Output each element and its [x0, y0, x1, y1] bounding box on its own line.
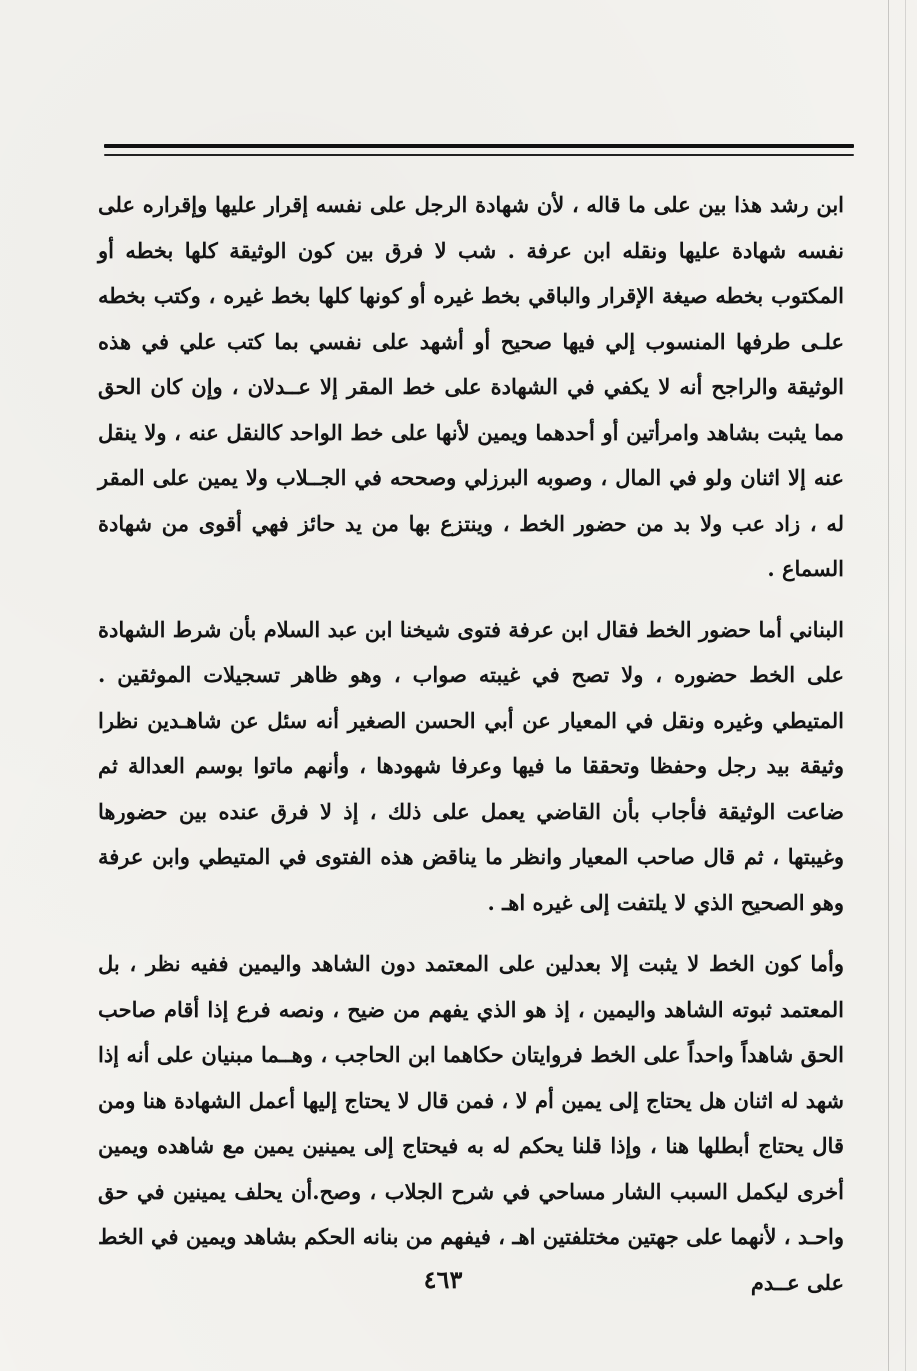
body-text [98, 182, 844, 1305]
page-number: ٤٦٣ [423, 1265, 463, 1294]
header-rule-thin [104, 154, 854, 156]
paragraph-2: البناني أما حضور الخط فقال ابن عرفة فتوى شيخنا ابن عبد السلام بأن شرط الشهادة على الخط حضوره ، ولا تصح في غيبته صواب ، وهو ظاهر تسجيلات الموثقين . المتيطي وغيره ونقل في المعيار عن أبي الحسن الصغير أنه سئل عن شاهـدين نظرا وثيقة بيد رجل وحفظا وتحققا ما فيها وعرفا شهودها ، وأنهم ماتوا بوسم العدالة ثم ضاعت الوثيقة فأجاب بأن القاضي يعمل على ذلك ، إذ لا فرق عنده بين حضورها وغيبتها ، ثم قال صاحب المعيار وانظر ما يناقض هذه الفتوى في المتيطي وابن عرفة وهو الصحيح الذي لا يلتفت إلى غيره اهـ . [98, 616, 844, 915]
page-edge-line [888, 0, 889, 1371]
page-edge-line [905, 0, 906, 1371]
paragraph-1: ابن رشد هذا بين على ما قاله ، لأن شهادة الرجل على نفسه إقرار عليها وإقراره على نفسه شهادة عليها ونقله ابن عرفة . شب لا فرق بين كون الوثيقة كلها بخطه أو المكتوب بخطه صيغة الإقرار والباقي بخط غيره أو كونها كلها بخط غيره ، وكتب بخطه علـى طرفها المنسوب إلي فيها صحيح أو أشهد على نفسي بما كتب علي في هذه الوثيقة والراجح أنه لا يكفي في الشهادة على خط المقر إلا عــدلان ، وإن كان الحق مما يثبت بشاهد وامرأتين أو أحدهما ويمين لأنها على خط الواحد كالنقل عنه ، ولا ينقل عنه إلا اثنان ولو في المال ، وصوبه البرزلي وصححه في الجــلاب ولا يمين على المقر له ، زاد عب ولا بد من حضور الخط ، وينتزع بها من يد حائز فهي أقوى من شهادة السماع . [98, 192, 844, 581]
paragraph-3: وأما كون الخط لا يثبت إلا بعدلين على المعتمد دون الشاهد واليمين ففيه نظر ، بل المعتمد ثبوته الشاهد واليمين ، إذ هو الذي يفهم من ضيح ، ونصه فرع إذا أقام صاحب الحق شاهداً واحداً على الخط فروايتان حكاهما ابن الحاجب ، وهــما مبنيان على أنه إذا شهد له اثنان هل يحتاج إلى يمين أم لا ، فمن قال لا يحتاج إليها أعمل الشهادة هنا ومن قال يحتاج أبطلها هنا ، وإذا قلنا يحكم له به فيحتاج إلى يمينين يمين مع شاهده ويمين أخرى ليكمل السبب الشار مساحي في شرح الجلاب ، وصح.أن يحلف يمينين في حق واحـد ، لأنهما على جهتين مختلفتين اهـ ، فيفهم من بنانه الحكم بشاهد ويمين في الخط على عــدم [98, 951, 844, 1295]
header-rule-thick [104, 144, 854, 148]
